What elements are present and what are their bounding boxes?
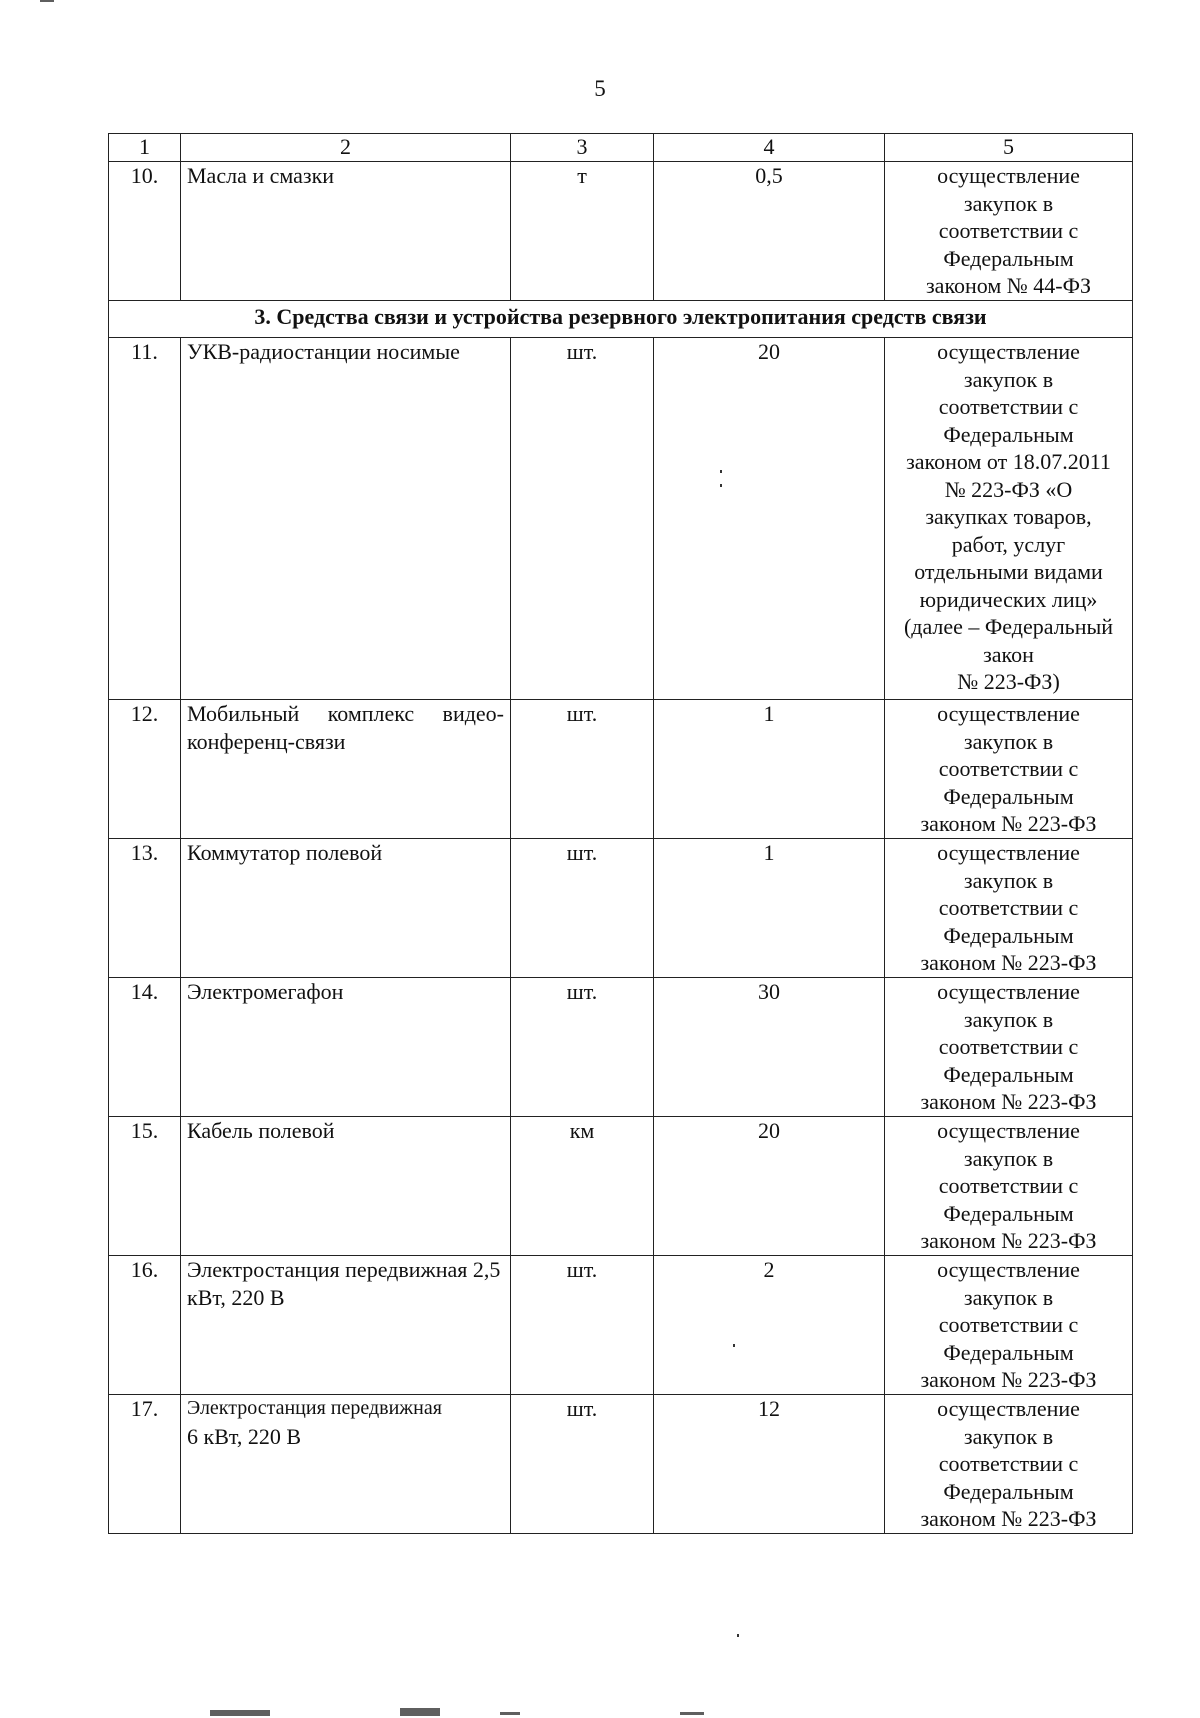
procurement-method xyxy=(885,700,1133,839)
method-line: соответствии с xyxy=(938,394,1079,419)
scan-artifact xyxy=(210,1710,270,1716)
quantity: 30 xyxy=(654,978,885,1117)
column-number-2: 2 xyxy=(181,134,511,162)
method-line: соответствии с xyxy=(938,1173,1079,1198)
procurement-method xyxy=(885,1395,1133,1534)
table-row-11 xyxy=(109,338,1133,700)
column-number-1: 1 xyxy=(109,134,181,162)
scan-speck xyxy=(733,1344,735,1347)
row-number: 10. xyxy=(109,162,181,301)
row-number: 11. xyxy=(109,338,181,700)
page-number: 5 xyxy=(594,76,606,101)
scan-speck xyxy=(720,470,722,473)
table-row-15 xyxy=(109,1117,1133,1256)
method-line: работ, услуг xyxy=(951,531,1066,557)
scan-speck xyxy=(720,484,722,487)
method-line: законом № 223-ФЗ xyxy=(920,811,1097,836)
method-line: Федеральным xyxy=(943,1339,1074,1365)
table-row-17 xyxy=(109,1395,1133,1534)
procurement-method xyxy=(885,1117,1133,1256)
method-line: осуществление xyxy=(937,1118,1080,1143)
unit-of-measure: шт. xyxy=(511,839,654,978)
method-line: Федеральным xyxy=(943,421,1074,447)
unit-of-measure: шт. xyxy=(511,1395,654,1534)
method-line: закупок в xyxy=(963,728,1054,754)
method-line: закупок в xyxy=(963,867,1054,893)
table-row-16 xyxy=(109,1256,1133,1395)
unit-of-measure: шт. xyxy=(511,978,654,1117)
method-line: Федеральным xyxy=(943,783,1074,809)
item-name: Мобильный комплекс видео-конференц-связи xyxy=(181,700,511,839)
method-line: законом № 223-ФЗ xyxy=(920,1367,1097,1392)
section-heading-row xyxy=(109,301,1133,338)
item-name-line: 6 кВт, 220 В xyxy=(187,1423,301,1449)
procurement-method xyxy=(885,338,1133,700)
method-line: соответствии с xyxy=(938,1312,1079,1337)
row-number: 17. xyxy=(109,1395,181,1534)
method-line: закупках товаров, xyxy=(925,504,1092,529)
method-line: Федеральным xyxy=(943,1200,1074,1226)
method-line: закупок в xyxy=(963,190,1054,216)
method-line: закупок в xyxy=(963,1006,1054,1032)
quantity: 20 xyxy=(654,1117,885,1256)
method-line: законом № 223-ФЗ xyxy=(920,1228,1097,1253)
quantity: 1 xyxy=(654,700,885,839)
unit-of-measure: шт. xyxy=(511,338,654,700)
method-line: Федеральным xyxy=(943,1061,1074,1087)
scan-artifact xyxy=(680,1712,704,1715)
column-number-row xyxy=(109,134,1133,162)
row-number: 14. xyxy=(109,978,181,1117)
quantity: 2 xyxy=(654,1256,885,1395)
quantity: 20 xyxy=(654,338,885,700)
row-number: 13. xyxy=(109,839,181,978)
method-line: осуществление xyxy=(937,1257,1080,1282)
method-line: соответствии с xyxy=(938,895,1079,920)
scan-artifact xyxy=(400,1708,440,1716)
method-line: осуществление xyxy=(937,163,1080,188)
procurement-method xyxy=(885,839,1133,978)
method-line: № 223-ФЗ) xyxy=(957,669,1060,694)
table-row-13 xyxy=(109,839,1133,978)
quantity: 1 xyxy=(654,839,885,978)
method-line: законом от 18.07.2011 xyxy=(906,449,1111,474)
method-line: № 223-ФЗ «О xyxy=(944,476,1073,502)
column-number-4: 4 xyxy=(654,134,885,162)
item-name: Кабель полевой xyxy=(181,1117,511,1256)
method-line: законом № 223-ФЗ xyxy=(920,1506,1097,1531)
method-line: законом № 223-ФЗ xyxy=(920,1089,1097,1114)
method-line: закупок в xyxy=(963,1145,1054,1171)
table-row-10 xyxy=(109,162,1133,301)
method-line: Федеральным xyxy=(943,245,1074,271)
item-name: Электромегафон xyxy=(181,978,511,1117)
row-number: 12. xyxy=(109,700,181,839)
column-number-3: 3 xyxy=(511,134,654,162)
scan-artifact xyxy=(500,1712,520,1715)
method-line: Федеральным xyxy=(943,922,1074,948)
scan-speck xyxy=(737,1634,739,1637)
procurement-method xyxy=(885,978,1133,1117)
table-row-12 xyxy=(109,700,1133,839)
quantity: 0,5 xyxy=(654,162,885,301)
item-name: Коммутатор полевой xyxy=(181,839,511,978)
unit-of-measure: шт. xyxy=(511,700,654,839)
table-row-14 xyxy=(109,978,1133,1117)
column-number-5: 5 xyxy=(885,134,1133,162)
method-line: закупок в xyxy=(963,1284,1054,1310)
item-name-line: Электростанция передвижная xyxy=(187,1397,442,1419)
method-line: отдельными видами xyxy=(914,559,1103,584)
item-name xyxy=(181,1395,511,1534)
method-line: закупок в xyxy=(963,366,1054,392)
method-line: юридических лиц» xyxy=(919,586,1098,612)
item-name: Электростанция передвижная 2,5 кВт, 220 В xyxy=(181,1256,511,1395)
procurement-table xyxy=(108,133,1133,1534)
quantity: 12 xyxy=(654,1395,885,1534)
method-line: осуществление xyxy=(937,840,1080,865)
method-line: закон xyxy=(983,641,1034,667)
method-line: осуществление xyxy=(937,979,1080,1004)
unit-of-measure: т xyxy=(511,162,654,301)
method-line: соответствии с xyxy=(938,1034,1079,1059)
method-line: соответствии с xyxy=(938,218,1079,243)
method-line: осуществление xyxy=(937,1396,1080,1421)
unit-of-measure: шт. xyxy=(511,1256,654,1395)
method-line: законом № 44-ФЗ xyxy=(925,273,1092,298)
row-number: 15. xyxy=(109,1117,181,1256)
method-line: закупок в xyxy=(963,1423,1054,1449)
procurement-method xyxy=(885,1256,1133,1395)
item-name: УКВ-радиостанции носимые xyxy=(181,338,511,700)
item-name: Масла и смазки xyxy=(181,162,511,301)
method-line: соответствии с xyxy=(938,1451,1079,1476)
method-line: (далее – Федеральный xyxy=(903,614,1114,639)
unit-of-measure: км xyxy=(511,1117,654,1256)
scan-artifact xyxy=(40,0,54,2)
method-line: соответствии с xyxy=(938,756,1079,781)
method-line: осуществление xyxy=(937,339,1080,364)
method-line: законом № 223-ФЗ xyxy=(920,950,1097,975)
row-number: 16. xyxy=(109,1256,181,1395)
method-line: осуществление xyxy=(937,701,1080,726)
method-line: Федеральным xyxy=(943,1478,1074,1504)
procurement-method xyxy=(885,162,1133,301)
section-title: 3. Средства связи и устройства резервного электропитания средств связи xyxy=(109,301,1133,338)
